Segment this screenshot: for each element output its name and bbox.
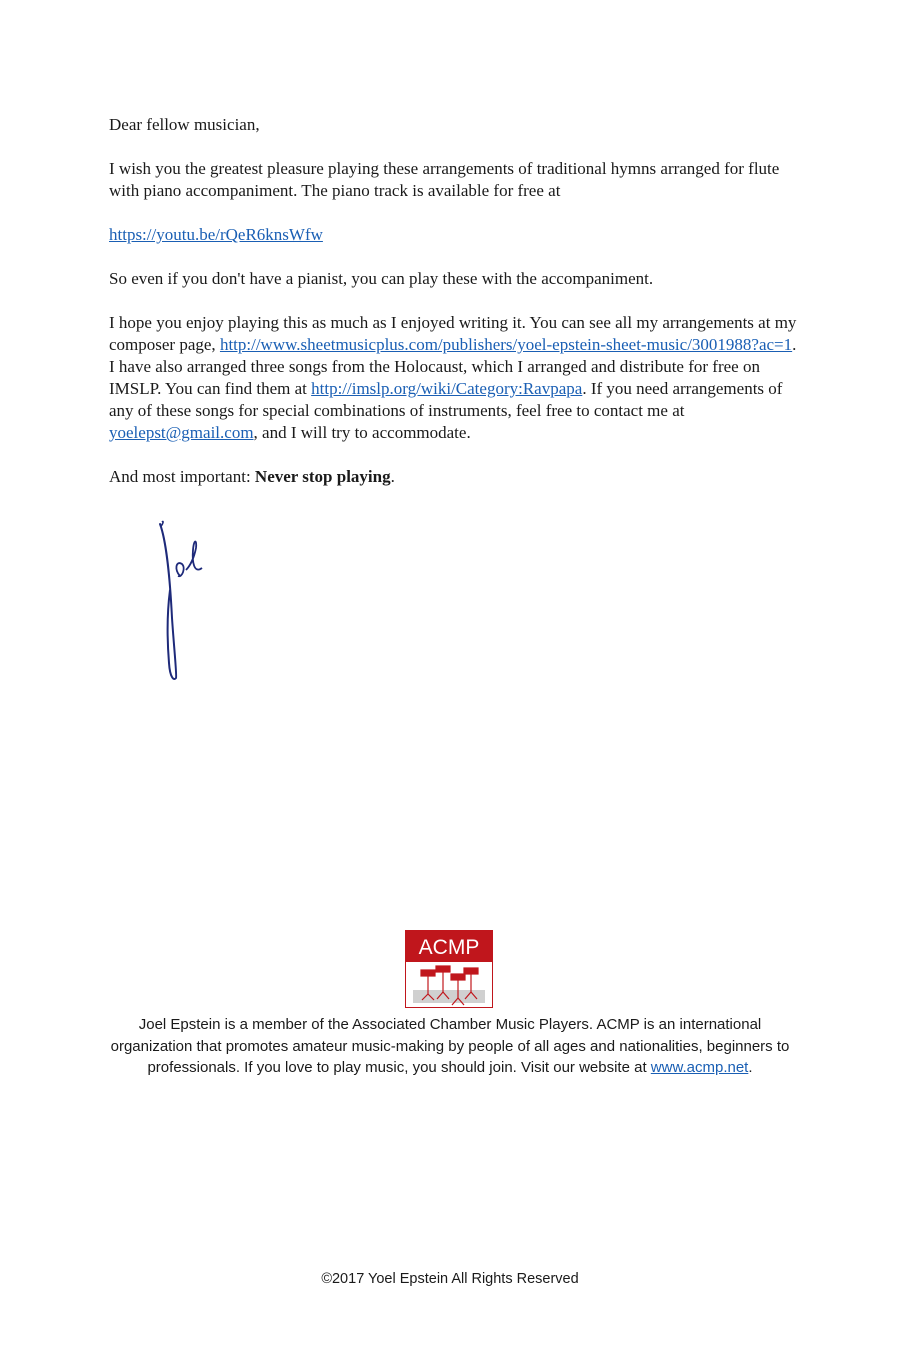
closing-bold: Never stop playing [254,467,391,486]
acmp-note-text: Joel Epstein is a member of the Associated Chamber Music Players. ACMP is an international organization that promotes amateur music-making by people of all ages and nationalities, beginners to professionals. If you love to play music, you should join. Visit our website at [110,1016,790,1076]
intro-paragraph [109,158,799,202]
acmp-logo [405,930,493,1008]
intro-text: I wish you the greatest pleasure playing these arrangements of traditional hymns arranged for flute with piano accompaniment. The piano track is available for free at [109,159,780,200]
salutation: Dear fellow musician, [109,115,260,134]
acmp-footer-note [100,1014,800,1079]
email-link[interactable]: yoelepst@gmail.com [109,423,254,442]
pianist-paragraph: So even if you don't have a pianist, you can play these with the accompaniment. [109,269,654,288]
youtube-paragraph [109,224,799,246]
composer-text-c: . If you need arrangements of any of these songs for special combinations of instruments, feel free to contact me at [109,379,783,420]
acmp-note-suffix: . [748,1059,753,1076]
closing-prefix: And most important: [109,467,251,486]
composer-text-a: I hope you enjoy playing this as much as I enjoyed writing it. You can see all my arrangements at my composer page, [109,313,797,354]
composer-text-b: . I have also arranged three songs from the Holocaust, which I arranged and distribute for free on IMSLP. You can find them at [109,335,797,398]
composer-text-d: , and I will try to accommodate. [253,423,471,442]
signature [150,518,220,683]
youtube-link[interactable]: https://youtu.be/rQeR6knsWfw [109,225,323,244]
acmp-link[interactable]: www.acmp.net [650,1059,749,1076]
closing-paragraph [109,466,799,488]
letter-body [109,114,799,510]
imslp-link[interactable]: http://imslp.org/wiki/Category:Ravpapa [311,379,583,398]
copyright-notice: ©2017 Yoel Epstein All Rights Reserved [321,1271,579,1287]
closing-suffix: . [390,467,395,486]
logo-text: ACMP [418,936,480,959]
composer-paragraph [109,312,799,444]
sheetmusic-link[interactable]: http://www.sheetmusicplus.com/publishers/yoel-epstein-sheet-music/3001988?ac=1 [219,335,793,354]
